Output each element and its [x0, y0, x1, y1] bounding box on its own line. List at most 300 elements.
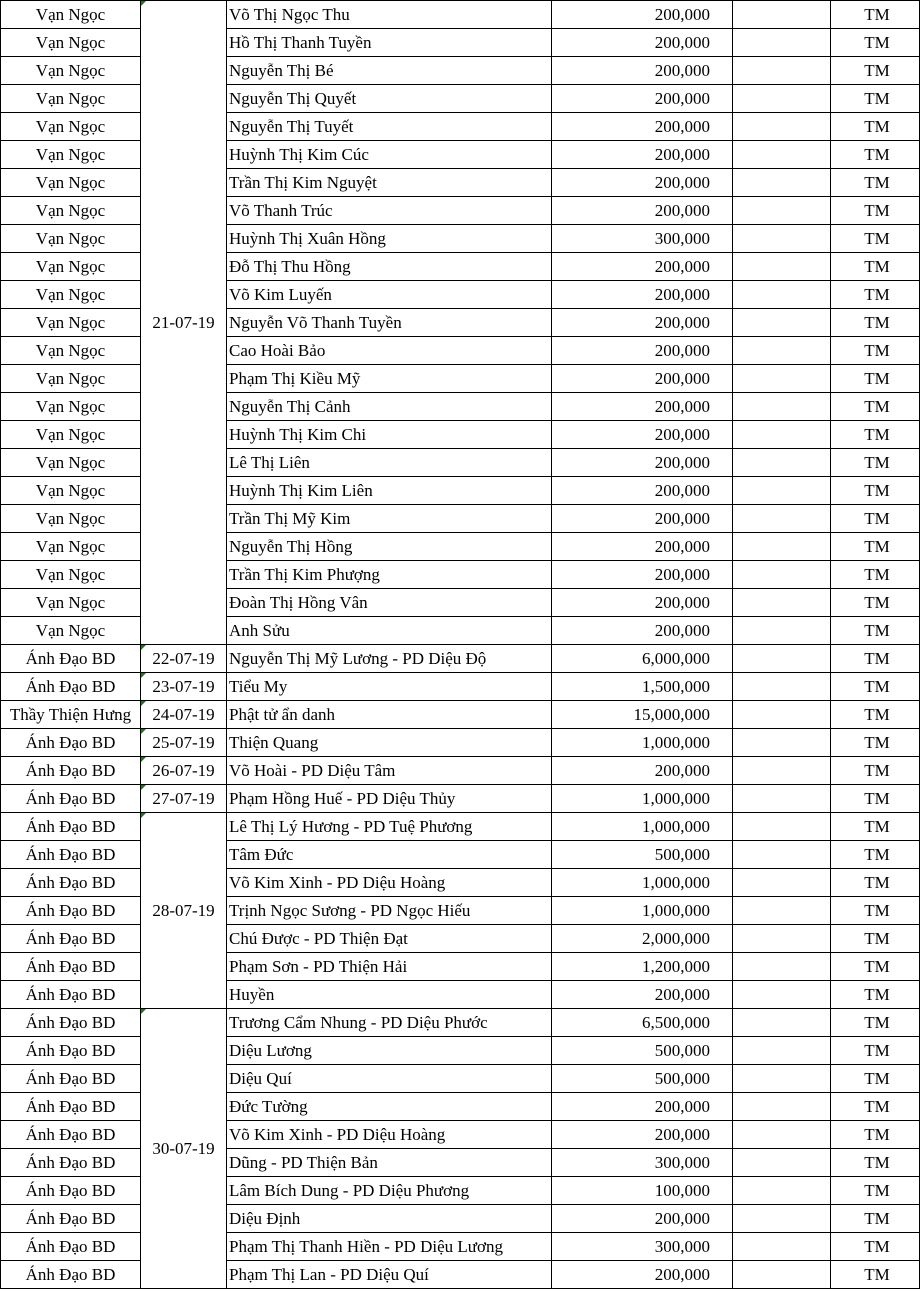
table-row [1, 85, 920, 113]
cell-marker-icon [141, 757, 146, 762]
empty-cell [733, 785, 831, 813]
payment-method-cell: TM [831, 197, 920, 225]
empty-cell [733, 365, 831, 393]
empty-cell [733, 1261, 831, 1289]
table-row [1, 729, 920, 757]
payment-method-cell: TM [831, 981, 920, 1009]
table-row [1, 645, 920, 673]
table-row [1, 393, 920, 421]
donor-name-cell: Dũng - PD Thiện Bản [227, 1149, 552, 1177]
empty-cell [733, 1093, 831, 1121]
source-cell: Vạn Ngọc [1, 365, 141, 393]
table-row [1, 1093, 920, 1121]
table-row [1, 813, 920, 841]
cell-marker-icon [141, 1009, 146, 1014]
source-cell: Vạn Ngọc [1, 57, 141, 85]
table-row [1, 1177, 920, 1205]
table-body [1, 1, 920, 1289]
table-row [1, 925, 920, 953]
source-cell: Ánh Đạo BD [1, 757, 141, 785]
source-cell: Ánh Đạo BD [1, 841, 141, 869]
donor-name-cell: Huỳnh Thị Kim Liên [227, 477, 552, 505]
donor-name-cell: Tiểu My [227, 673, 552, 701]
amount-cell: 100,000 [552, 1177, 733, 1205]
amount-cell: 200,000 [552, 57, 733, 85]
table-row [1, 141, 920, 169]
payment-method-cell: TM [831, 169, 920, 197]
amount-cell: 200,000 [552, 309, 733, 337]
empty-cell [733, 449, 831, 477]
source-cell: Vạn Ngọc [1, 85, 141, 113]
donor-name-cell: Trần Thị Mỹ Kim [227, 505, 552, 533]
empty-cell [733, 505, 831, 533]
empty-cell [733, 337, 831, 365]
payment-method-cell: TM [831, 281, 920, 309]
donor-name-cell: Đức Tường [227, 1093, 552, 1121]
source-cell: Vạn Ngọc [1, 113, 141, 141]
empty-cell [733, 169, 831, 197]
payment-method-cell: TM [831, 225, 920, 253]
source-cell: Vạn Ngọc [1, 421, 141, 449]
amount-cell: 200,000 [552, 393, 733, 421]
table-row [1, 337, 920, 365]
empty-cell [733, 421, 831, 449]
donor-name-cell: Trịnh Ngọc Sương - PD Ngọc Hiếu [227, 897, 552, 925]
table-row [1, 617, 920, 645]
table-row [1, 1149, 920, 1177]
table-row [1, 309, 920, 337]
empty-cell [733, 1065, 831, 1093]
payment-method-cell: TM [831, 1233, 920, 1261]
source-cell: Ánh Đạo BD [1, 1009, 141, 1037]
table-row [1, 281, 920, 309]
payment-method-cell: TM [831, 1, 920, 29]
amount-cell: 200,000 [552, 253, 733, 281]
source-cell: Ánh Đạo BD [1, 897, 141, 925]
payment-method-cell: TM [831, 421, 920, 449]
table-row [1, 113, 920, 141]
payment-method-cell: TM [831, 1037, 920, 1065]
empty-cell [733, 1121, 831, 1149]
empty-cell [733, 757, 831, 785]
cell-marker-icon [141, 1, 146, 6]
table-row [1, 449, 920, 477]
source-cell: Vạn Ngọc [1, 533, 141, 561]
amount-cell: 200,000 [552, 365, 733, 393]
payment-method-cell: TM [831, 869, 920, 897]
empty-cell [733, 1, 831, 29]
donor-name-cell: Phạm Thị Thanh Hiền - PD Diệu Lương [227, 1233, 552, 1261]
payment-method-cell: TM [831, 841, 920, 869]
donor-name-cell: Huỳnh Thị Kim Chi [227, 421, 552, 449]
donor-name-cell: Chú Được - PD Thiện Đạt [227, 925, 552, 953]
table-row [1, 1233, 920, 1261]
source-cell: Vạn Ngọc [1, 617, 141, 645]
source-cell: Vạn Ngọc [1, 337, 141, 365]
date-text: 25-07-19 [152, 733, 215, 752]
amount-cell: 300,000 [552, 1233, 733, 1261]
empty-cell [733, 701, 831, 729]
cell-marker-icon [141, 645, 146, 650]
empty-cell [733, 141, 831, 169]
payment-method-cell: TM [831, 1177, 920, 1205]
source-cell: Ánh Đạo BD [1, 953, 141, 981]
amount-cell: 200,000 [552, 617, 733, 645]
table-row [1, 1, 920, 29]
table-row [1, 981, 920, 1009]
donor-name-cell: Nguyễn Thị Tuyết [227, 113, 552, 141]
donor-name-cell: Thiện Quang [227, 729, 552, 757]
donor-name-cell: Võ Thị Ngọc Thu [227, 1, 552, 29]
table-row [1, 197, 920, 225]
table-row [1, 505, 920, 533]
source-cell: Ánh Đạo BD [1, 785, 141, 813]
date-cell [141, 813, 227, 1009]
donor-name-cell: Phạm Sơn - PD Thiện Hải [227, 953, 552, 981]
amount-cell: 200,000 [552, 169, 733, 197]
amount-cell: 200,000 [552, 337, 733, 365]
source-cell: Ánh Đạo BD [1, 1149, 141, 1177]
payment-method-cell: TM [831, 57, 920, 85]
empty-cell [733, 981, 831, 1009]
empty-cell [733, 29, 831, 57]
payment-method-cell: TM [831, 589, 920, 617]
payment-method-cell: TM [831, 393, 920, 421]
payment-method-cell: TM [831, 785, 920, 813]
amount-cell: 200,000 [552, 197, 733, 225]
source-cell: Ánh Đạo BD [1, 1233, 141, 1261]
date-text: 30-07-19 [152, 1139, 215, 1158]
amount-cell: 15,000,000 [552, 701, 733, 729]
donor-name-cell: Trần Thị Kim Phượng [227, 561, 552, 589]
table-row [1, 785, 920, 813]
empty-cell [733, 113, 831, 141]
payment-method-cell: TM [831, 309, 920, 337]
source-cell: Vạn Ngọc [1, 1, 141, 29]
cell-marker-icon [141, 729, 146, 734]
amount-cell: 200,000 [552, 1, 733, 29]
empty-cell [733, 225, 831, 253]
amount-cell: 500,000 [552, 1037, 733, 1065]
empty-cell [733, 953, 831, 981]
donor-name-cell: Võ Kim Xinh - PD Diệu Hoàng [227, 1121, 552, 1149]
donor-name-cell: Lâm Bích Dung - PD Diệu Phương [227, 1177, 552, 1205]
empty-cell [733, 57, 831, 85]
source-cell: Vạn Ngọc [1, 225, 141, 253]
payment-method-cell: TM [831, 533, 920, 561]
donor-name-cell: Trương Cẩm Nhung - PD Diệu Phước [227, 1009, 552, 1037]
amount-cell: 200,000 [552, 1205, 733, 1233]
amount-cell: 200,000 [552, 1121, 733, 1149]
payment-method-cell: TM [831, 365, 920, 393]
empty-cell [733, 729, 831, 757]
date-cell [141, 701, 227, 729]
payment-method-cell: TM [831, 897, 920, 925]
table-row [1, 253, 920, 281]
amount-cell: 1,000,000 [552, 897, 733, 925]
donor-name-cell: Võ Kim Xinh - PD Diệu Hoàng [227, 869, 552, 897]
source-cell: Vạn Ngọc [1, 393, 141, 421]
table-row [1, 757, 920, 785]
date-text: 28-07-19 [152, 901, 215, 920]
table-row [1, 169, 920, 197]
donor-name-cell: Võ Kim Luyến [227, 281, 552, 309]
table-row [1, 953, 920, 981]
date-cell [141, 645, 227, 673]
amount-cell: 1,000,000 [552, 869, 733, 897]
empty-cell [733, 589, 831, 617]
empty-cell [733, 841, 831, 869]
payment-method-cell: TM [831, 337, 920, 365]
payment-method-cell: TM [831, 617, 920, 645]
payment-method-cell: TM [831, 673, 920, 701]
donor-name-cell: Huỳnh Thị Kim Cúc [227, 141, 552, 169]
date-text: 26-07-19 [152, 761, 215, 780]
source-cell: Vạn Ngọc [1, 253, 141, 281]
source-cell: Thầy Thiện Hưng [1, 701, 141, 729]
date-text: 21-07-19 [152, 313, 215, 332]
donor-name-cell: Phật tử ẩn danh [227, 701, 552, 729]
amount-cell: 200,000 [552, 757, 733, 785]
donor-name-cell: Võ Thanh Trúc [227, 197, 552, 225]
donor-name-cell: Lê Thị Liên [227, 449, 552, 477]
payment-method-cell: TM [831, 561, 920, 589]
table-row [1, 57, 920, 85]
empty-cell [733, 1009, 831, 1037]
table-row [1, 897, 920, 925]
amount-cell: 300,000 [552, 1149, 733, 1177]
payment-method-cell: TM [831, 1205, 920, 1233]
empty-cell [733, 533, 831, 561]
source-cell: Ánh Đạo BD [1, 1261, 141, 1289]
date-cell [141, 1, 227, 645]
payment-method-cell: TM [831, 505, 920, 533]
payment-method-cell: TM [831, 85, 920, 113]
donor-name-cell: Đỗ Thị Thu Hồng [227, 253, 552, 281]
source-cell: Ánh Đạo BD [1, 673, 141, 701]
payment-method-cell: TM [831, 1121, 920, 1149]
empty-cell [733, 645, 831, 673]
amount-cell: 200,000 [552, 421, 733, 449]
donor-name-cell: Nguyễn Võ Thanh Tuyền [227, 309, 552, 337]
donor-name-cell: Huỳnh Thị Xuân Hồng [227, 225, 552, 253]
payment-method-cell: TM [831, 253, 920, 281]
source-cell: Ánh Đạo BD [1, 1121, 141, 1149]
date-cell [141, 785, 227, 813]
empty-cell [733, 1233, 831, 1261]
empty-cell [733, 1149, 831, 1177]
amount-cell: 1,500,000 [552, 673, 733, 701]
cell-marker-icon [141, 813, 146, 818]
table-row [1, 365, 920, 393]
amount-cell: 200,000 [552, 561, 733, 589]
donor-name-cell: Võ Hoài - PD Diệu Tâm [227, 757, 552, 785]
source-cell: Vạn Ngọc [1, 169, 141, 197]
date-text: 24-07-19 [152, 705, 215, 724]
source-cell: Vạn Ngọc [1, 309, 141, 337]
payment-method-cell: TM [831, 701, 920, 729]
source-cell: Ánh Đạo BD [1, 645, 141, 673]
table-row [1, 533, 920, 561]
empty-cell [733, 281, 831, 309]
source-cell: Vạn Ngọc [1, 505, 141, 533]
amount-cell: 200,000 [552, 29, 733, 57]
amount-cell: 1,200,000 [552, 953, 733, 981]
amount-cell: 500,000 [552, 1065, 733, 1093]
payment-method-cell: TM [831, 141, 920, 169]
amount-cell: 200,000 [552, 981, 733, 1009]
table-row [1, 841, 920, 869]
empty-cell [733, 253, 831, 281]
empty-cell [733, 197, 831, 225]
date-cell [141, 1009, 227, 1289]
empty-cell [733, 1037, 831, 1065]
source-cell: Vạn Ngọc [1, 477, 141, 505]
donor-name-cell: Hồ Thị Thanh Tuyền [227, 29, 552, 57]
empty-cell [733, 393, 831, 421]
empty-cell [733, 477, 831, 505]
date-cell [141, 673, 227, 701]
amount-cell: 6,500,000 [552, 1009, 733, 1037]
source-cell: Ánh Đạo BD [1, 1065, 141, 1093]
source-cell: Vạn Ngọc [1, 281, 141, 309]
amount-cell: 200,000 [552, 589, 733, 617]
donor-name-cell: Nguyễn Thị Mỹ Lương - PD Diệu Độ [227, 645, 552, 673]
source-cell: Ánh Đạo BD [1, 869, 141, 897]
table-row [1, 673, 920, 701]
table-row [1, 477, 920, 505]
empty-cell [733, 85, 831, 113]
donor-name-cell: Nguyễn Thị Hồng [227, 533, 552, 561]
payment-method-cell: TM [831, 1065, 920, 1093]
table-row [1, 589, 920, 617]
source-cell: Ánh Đạo BD [1, 1037, 141, 1065]
source-cell: Ánh Đạo BD [1, 729, 141, 757]
payment-method-cell: TM [831, 1261, 920, 1289]
payment-method-cell: TM [831, 925, 920, 953]
source-cell: Vạn Ngọc [1, 197, 141, 225]
table-row [1, 225, 920, 253]
source-cell: Vạn Ngọc [1, 29, 141, 57]
amount-cell: 200,000 [552, 281, 733, 309]
table-row [1, 561, 920, 589]
amount-cell: 1,000,000 [552, 729, 733, 757]
amount-cell: 6,000,000 [552, 645, 733, 673]
amount-cell: 200,000 [552, 477, 733, 505]
empty-cell [733, 1205, 831, 1233]
source-cell: Vạn Ngọc [1, 561, 141, 589]
amount-cell: 1,000,000 [552, 813, 733, 841]
cell-marker-icon [141, 785, 146, 790]
payment-method-cell: TM [831, 953, 920, 981]
source-cell: Ánh Đạo BD [1, 813, 141, 841]
payment-method-cell: TM [831, 729, 920, 757]
source-cell: Ánh Đạo BD [1, 925, 141, 953]
empty-cell [733, 673, 831, 701]
donor-name-cell: Nguyễn Thị Cảnh [227, 393, 552, 421]
donor-name-cell: Diệu Quí [227, 1065, 552, 1093]
payment-method-cell: TM [831, 757, 920, 785]
source-cell: Vạn Ngọc [1, 141, 141, 169]
amount-cell: 200,000 [552, 1093, 733, 1121]
source-cell: Ánh Đạo BD [1, 1205, 141, 1233]
table-row [1, 1205, 920, 1233]
date-text: 22-07-19 [152, 649, 215, 668]
empty-cell [733, 1177, 831, 1205]
table-row [1, 1065, 920, 1093]
table-row [1, 1037, 920, 1065]
amount-cell: 200,000 [552, 505, 733, 533]
empty-cell [733, 813, 831, 841]
amount-cell: 1,000,000 [552, 785, 733, 813]
amount-cell: 200,000 [552, 85, 733, 113]
donor-name-cell: Phạm Hồng Huế - PD Diệu Thủy [227, 785, 552, 813]
payment-method-cell: TM [831, 113, 920, 141]
donor-name-cell: Huyền [227, 981, 552, 1009]
donor-name-cell: Phạm Thị Lan - PD Diệu Quí [227, 1261, 552, 1289]
donor-name-cell: Anh Sửu [227, 617, 552, 645]
payment-method-cell: TM [831, 29, 920, 57]
empty-cell [733, 869, 831, 897]
table-row [1, 1261, 920, 1289]
source-cell: Ánh Đạo BD [1, 1177, 141, 1205]
date-text: 27-07-19 [152, 789, 215, 808]
payment-method-cell: TM [831, 449, 920, 477]
payment-method-cell: TM [831, 813, 920, 841]
amount-cell: 200,000 [552, 1261, 733, 1289]
table-row [1, 421, 920, 449]
empty-cell [733, 309, 831, 337]
empty-cell [733, 925, 831, 953]
amount-cell: 2,000,000 [552, 925, 733, 953]
date-cell [141, 729, 227, 757]
payment-method-cell: TM [831, 477, 920, 505]
date-cell [141, 757, 227, 785]
donor-name-cell: Nguyễn Thị Quyết [227, 85, 552, 113]
table-row [1, 29, 920, 57]
donor-name-cell: Cao Hoài Bảo [227, 337, 552, 365]
table-row [1, 869, 920, 897]
amount-cell: 200,000 [552, 449, 733, 477]
empty-cell [733, 617, 831, 645]
empty-cell [733, 561, 831, 589]
donor-name-cell: Tâm Đức [227, 841, 552, 869]
date-text: 23-07-19 [152, 677, 215, 696]
payment-method-cell: TM [831, 645, 920, 673]
donor-name-cell: Đoàn Thị Hồng Vân [227, 589, 552, 617]
cell-marker-icon [141, 701, 146, 706]
donor-name-cell: Nguyễn Thị Bé [227, 57, 552, 85]
donor-name-cell: Lê Thị Lý Hương - PD Tuệ Phương [227, 813, 552, 841]
cell-marker-icon [141, 673, 146, 678]
amount-cell: 500,000 [552, 841, 733, 869]
table-row [1, 1009, 920, 1037]
amount-cell: 200,000 [552, 113, 733, 141]
donor-name-cell: Trần Thị Kim Nguyệt [227, 169, 552, 197]
donor-name-cell: Diệu Định [227, 1205, 552, 1233]
empty-cell [733, 897, 831, 925]
source-cell: Vạn Ngọc [1, 449, 141, 477]
amount-cell: 300,000 [552, 225, 733, 253]
source-cell: Ánh Đạo BD [1, 981, 141, 1009]
payment-method-cell: TM [831, 1009, 920, 1037]
donor-name-cell: Diệu Lương [227, 1037, 552, 1065]
amount-cell: 200,000 [552, 533, 733, 561]
payment-method-cell: TM [831, 1093, 920, 1121]
source-cell: Vạn Ngọc [1, 589, 141, 617]
table-row [1, 1121, 920, 1149]
table-row [1, 701, 920, 729]
